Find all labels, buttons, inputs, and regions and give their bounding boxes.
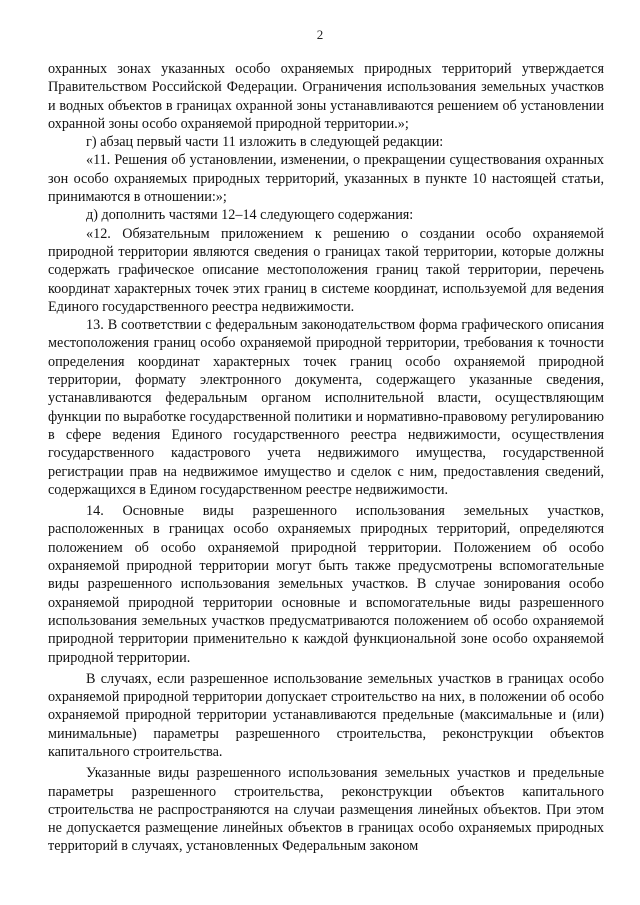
- paragraph-construction-limits: В случаях, если разрешенное использование земельных участков в границах особо охраняемой природной территории допускает строительство на них, в положении об особо охраняемой природной территории устанавливаются предельные (максимальные и (или) минимальные) параметры разрешенного строительства, реконструкции объектов капитального строительства.: [48, 670, 604, 760]
- document-body: [48, 60, 604, 856]
- paragraph-part-14: 14. Основные виды разрешенного использования земельных участков, расположенных в границах особо охраняемых природных территорий, определяются положением об особо охраняемой природной территории. Положением об особо охраняемой природной территории могут быть также предусмотрены вспомогательные виды разрешенного использования земельных участков. В случае зонирования особо охраняемой природной территории основные и вспомогательные виды разрешенного использования земельных участков предусматриваются положением об особо охраняемой природной территории применительно к каждой функциональной зоне особо охраняемой природной территории.: [48, 503, 604, 666]
- paragraph-amendment-d: д) дополнить частями 12–14 следующего содержания:: [86, 207, 414, 224]
- paragraph-part-13: 13. В соответствии с федеральным законодательством форма графического описания местоположения границ особо охраняемой природной территории, требования к точности определения координат характерных точек границ особо охраняемой природной территории, формату электронного документа, содержащего указанные сведения, устанавливаются федеральным органом исполнительной власти, осуществляющим функции по выработке государственной политики и нормативно-правовому регулированию в сфере ведения Единого государственного реестра недвижимости, осуществления государственного кадастрового учета недвижимого имущества, государственной регистрации прав на недвижимое имущество и сделок с ним, предоставления сведений, содержащихся в Едином государственном реестре недвижимости.: [48, 317, 604, 498]
- paragraph-amendment-g: г) абзац первый части 11 изложить в следующей редакции:: [86, 134, 444, 151]
- paragraph-linear-objects: Указанные виды разрешенного использования земельных участков и предельные параметры разрешенного строительства, реконструкции объектов капитального строительства не распространяются на случаи размещения линейных объектов. При этом не допускается размещение линейных объектов в границах особо охраняемых природных территорий в случаях, установленных Федеральным законом: [48, 765, 604, 855]
- paragraph-part-12: «12. Обязательным приложением к решению о создании особо охраняемой природной территории являются сведения о границах такой территории, которые должны содержать графическое описание местоположения границ такой территории, перечень координат характерных точек этих границ в системе координат, используемой для ведения Единого государственного реестра недвижимости.: [48, 225, 604, 315]
- paragraph-part-11: «11. Решения об установлении, изменении, о прекращении существования охранных зон особо охраняемых природных территорий, указанных в пункте 10 настоящей статьи, принимаются в отношении:»;: [48, 152, 604, 206]
- page-number: 2: [316, 27, 324, 42]
- paragraph-continuation: охранных зонах указанных особо охраняемых природных территорий утверждается Правительством Российской Федерации. Ограничения использования земельных участков и водных объектов в границах охранной зоны устанавливаются решением об установлении охранной зоны особо охраняемой природной территории.»;: [48, 61, 604, 132]
